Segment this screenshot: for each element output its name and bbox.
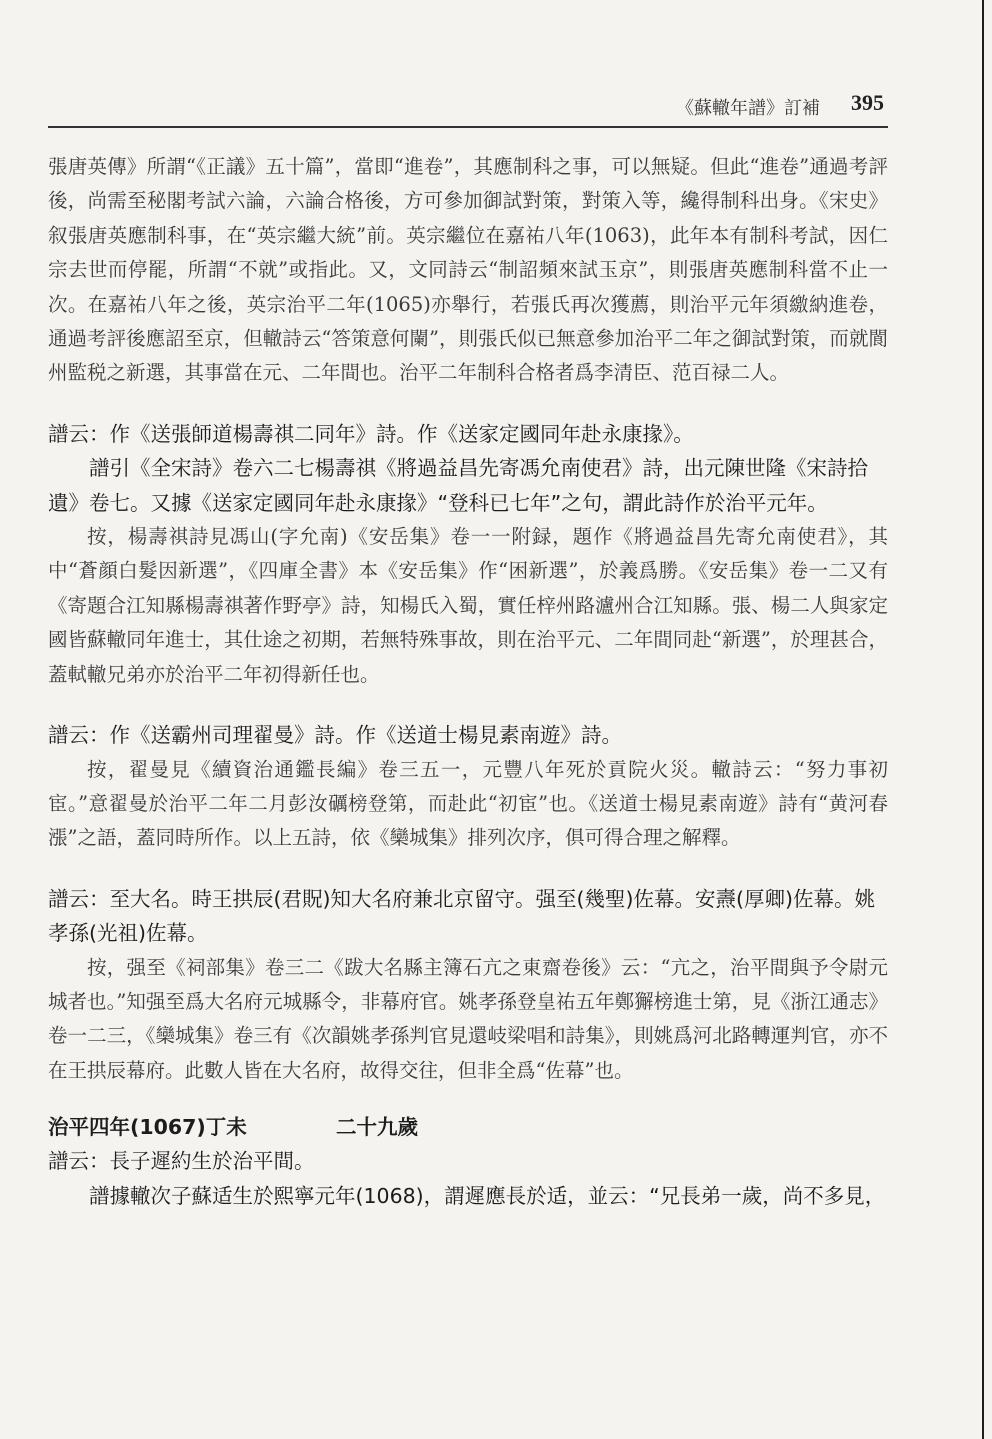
year-heading — [48, 1110, 888, 1144]
year-era: 治平四年(1067)丁未 — [48, 1115, 247, 1140]
entry-zhai-man: 譜云：作《送霸州司理翟曼》詩。作《送道士楊見素南遊》詩。 — [48, 723, 622, 748]
spacer — [48, 1088, 888, 1110]
comment-zhai-man: 按，翟曼見《續資治通鑑長編》卷三五一，元豐八年死於貢院火災。轍詩云：“努力事初宦。”意翟曼於治平二年二月彭汝礪榜登第，而赴此“初宦”也。《送道士楊見素南遊》詩有“黄河春漲”之語，蓋同時所作。以上五詩，依《欒城集》排列次序，俱可得合理之解釋。 — [48, 757, 888, 850]
page-body — [48, 150, 888, 1213]
page-number: 395 — [851, 90, 884, 115]
entry-zhang-shidao: 譜云：作《送張師道楊壽祺二同年》詩。作《送家定國同年赴永康掾》。 — [48, 421, 694, 446]
header-title: 《蘇轍年譜》訂補 — [676, 98, 820, 119]
running-header — [48, 88, 888, 128]
comment-yang-shouqi: 按，楊壽祺詩見馮山(字允南)《安岳集》卷一一附録，題作《將過益昌先寄允南使君》，其中“蒼顔白髮因新選”，《四庫全書》本《安岳集》作“困新選”，於義爲勝。《安岳集》卷一二又有《寄題合江知縣楊壽祺著作野亭》詩，知楊氏入蜀，實任梓州路瀘州合江知縣。張、楊二人與家定國皆蘇轍同年進士，其仕途之初期，若無特殊事故，則在治平元、二年間同赴“新選”，於理甚合，蓋軾轍兄弟亦於治平二年初得新任也。 — [48, 525, 888, 686]
spacer — [48, 391, 888, 417]
entry-su-chi: 譜云：長子遲約生於治平間。 — [48, 1149, 315, 1174]
paragraph-zhang-tangying: 張唐英傳》所謂“《正議》五十篇”，當即“進卷”，其應制科之事，可以無疑。但此“進卷”通過考評後，尚需至秘閣考試六論，六論合格後，方可參加御試對策，對策入等，纔得制科出身。《宋史》叙張唐英應制科事，在“英宗繼大統”前。英宗繼位在嘉祐八年(1063)，此年本有制科考試，因仁宗去世而停罷，所謂“不就”或指此。又，文同詩云“制詔頻來試玉京”，則張唐英應制科當不止一次。在嘉祐八年之後，英宗治平二年(1065)亦舉行，若張氏再次獲薦，則治平元年須繳納進卷，通過考評後應詔至京，但轍詩云“答策意何闌”，則張氏似已無意參加治平二年之御試對策，而就閬州監税之新選，其事當在元、二年間也。治平二年制科合格者爲李清臣、范百禄二人。 — [48, 155, 888, 385]
spacer — [48, 856, 888, 882]
page-edge — [982, 0, 984, 1439]
year-age: 二十九歲 — [336, 1115, 418, 1140]
comment-daming: 按，强至《祠部集》卷三二《跋大名縣主簿石亢之東齋卷後》云：“亢之，治平間與予令尉元城者也。”知强至爲大名府元城縣令，非幕府官。姚孝孫登皇祐五年鄭獬榜進士第，見《浙江通志》卷一二三，《欒城集》卷三有《次韻姚孝孫判官見還岐梁唱和詩集》，則姚爲河北路轉運判官，亦不在王拱辰幕府。此數人皆在大名府，故得交往，但非全爲“佐幕”也。 — [48, 955, 888, 1082]
entry-daming: 譜云：至大名。時王拱辰(君貺)知大名府兼北京留守。强至(幾聖)佐幕。安燾(厚卿)佐幕。姚孝孫(光祖)佐幕。 — [48, 886, 875, 946]
spacer — [48, 692, 888, 718]
note-su-chi: 譜據轍次子蘇适生於熙寧元年(1068)，謂遲應長於适，並云：“兄長弟一歲，尚不多見， — [89, 1183, 886, 1208]
note-yang-shouqi: 譜引《全宋詩》卷六二七楊壽祺《將過益昌先寄馮允南使君》詩，出元陳世隆《宋詩拾遺》卷七。又據《送家定國同年赴永康掾》“登科已七年”之句，謂此詩作於治平元年。 — [48, 456, 868, 515]
